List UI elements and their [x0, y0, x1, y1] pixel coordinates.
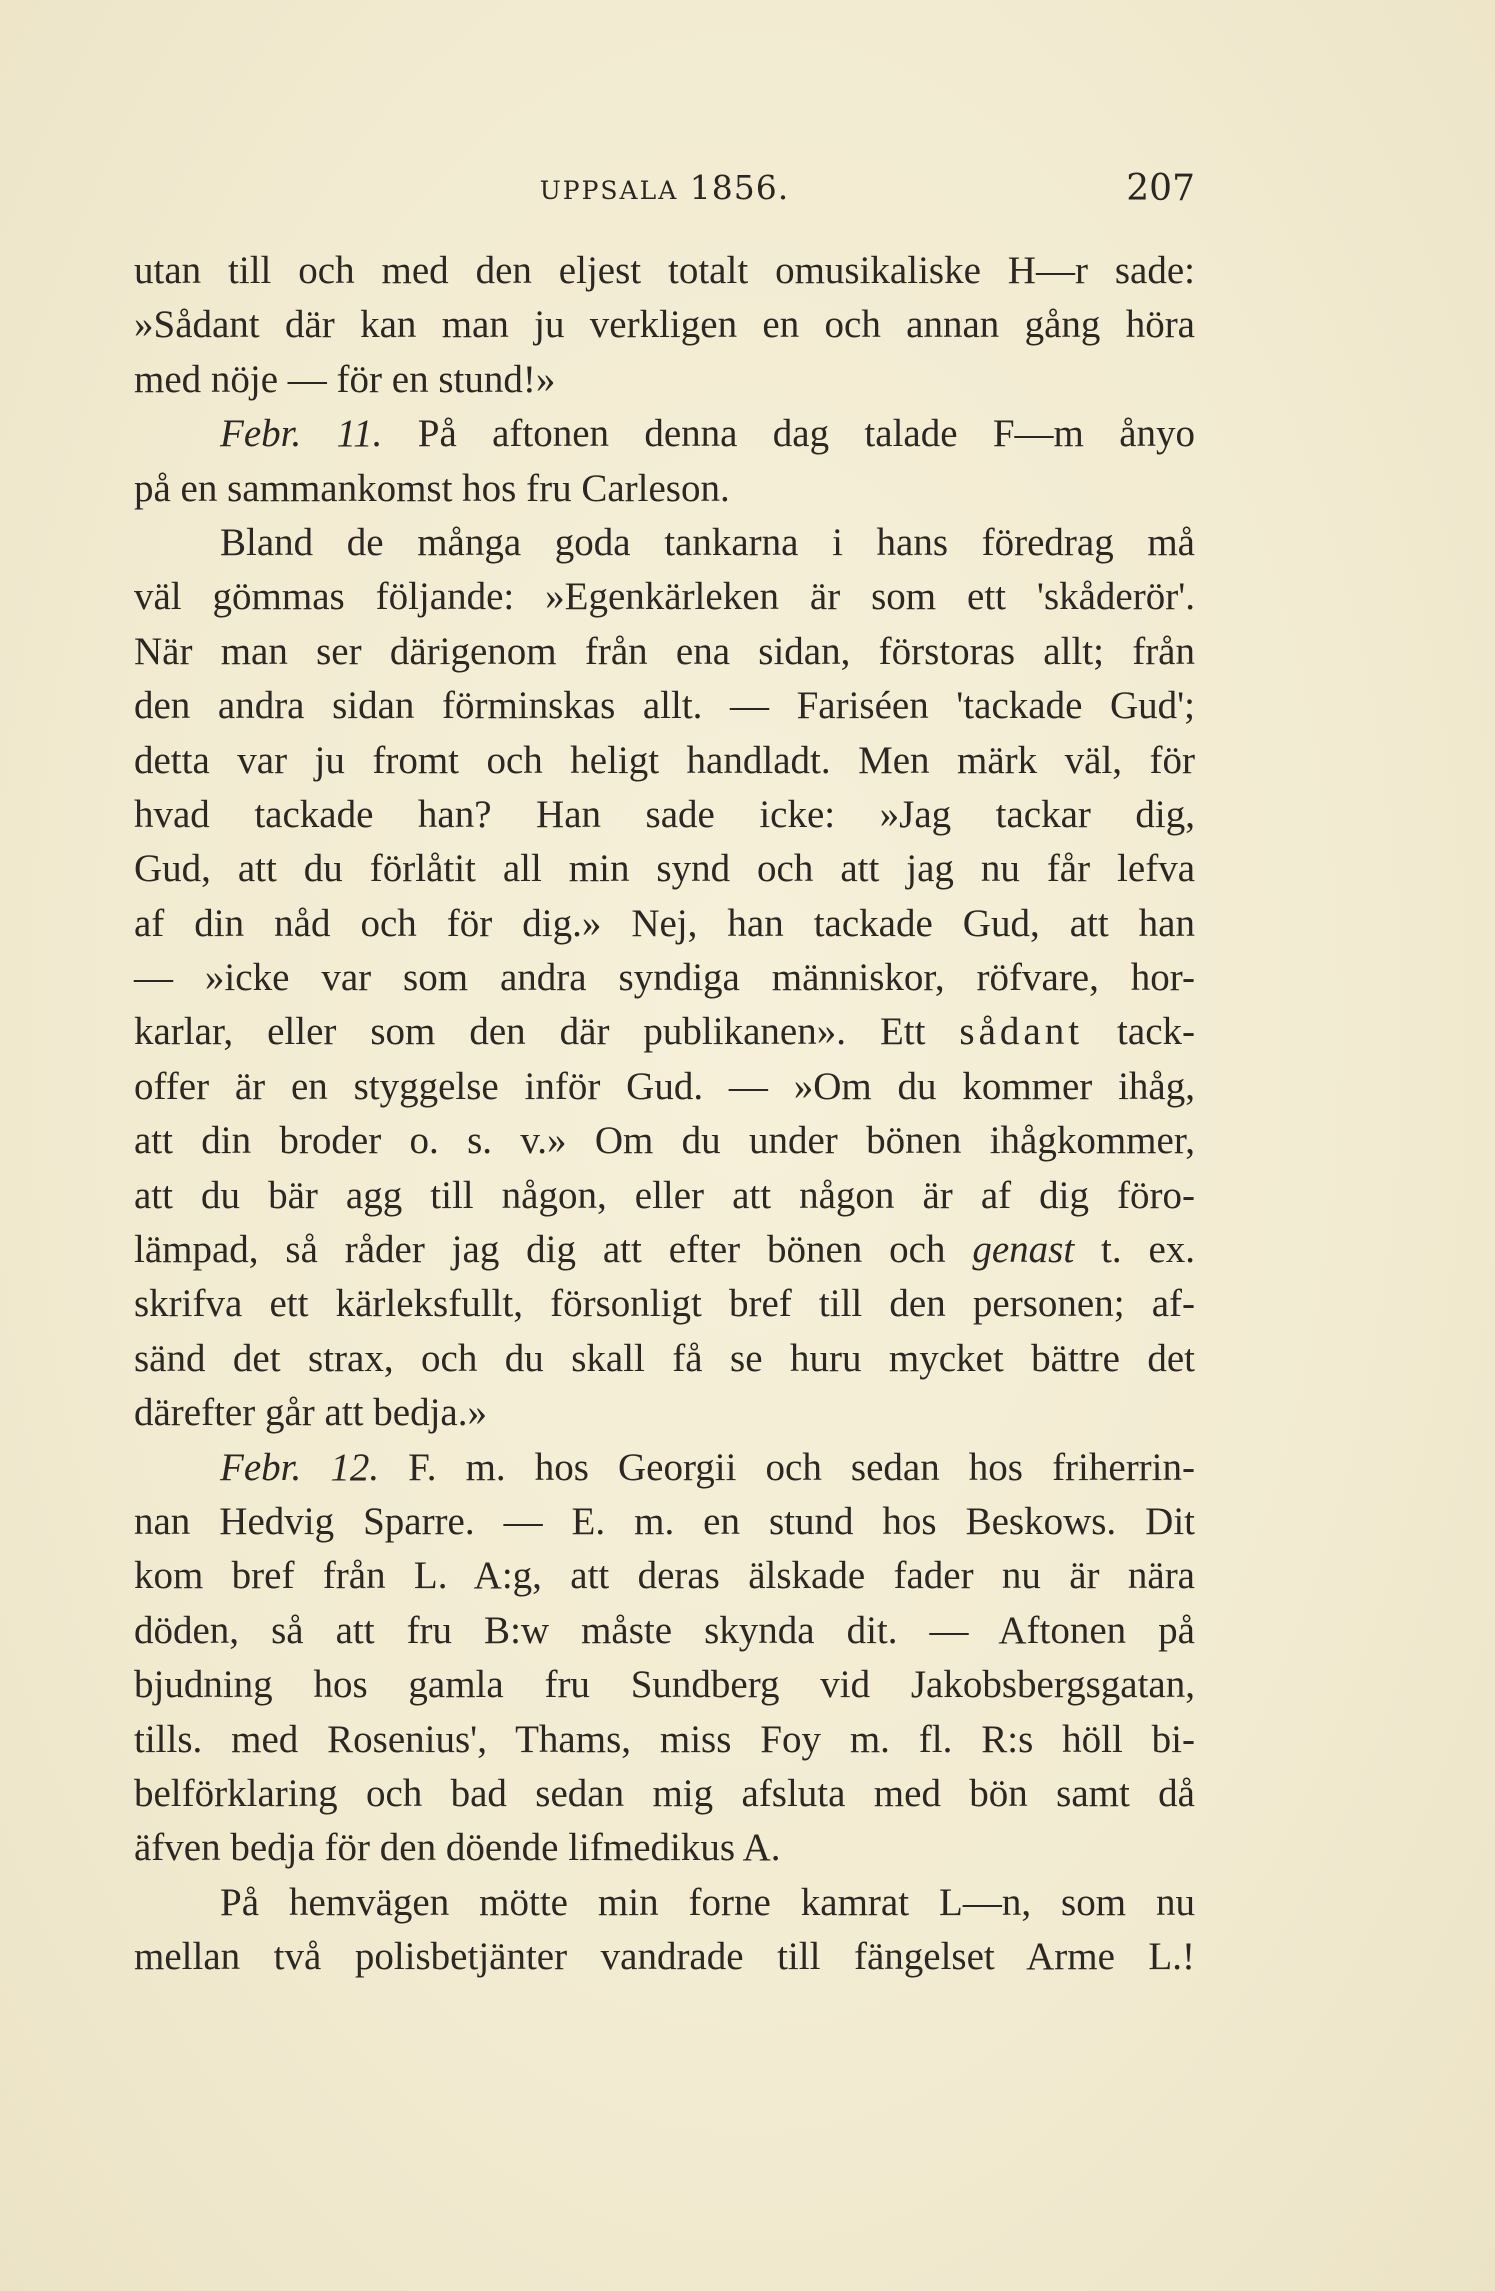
text-line: Bland de många goda tankarna i hans föredrag må [220, 520, 1195, 564]
body-text [134, 244, 1195, 1985]
text-line: att din broder o. s. v.» Om du under bönen ihågkommer, [134, 1119, 1195, 1163]
page-header [134, 168, 1195, 228]
text-line: på en sammankomst hos fru Carleson. [134, 466, 730, 510]
text-line: detta var ju fromt och heligt handladt. Men märk väl, för [134, 738, 1195, 782]
text-line: skrifva ett kärleksfullt, försonligt bref till den personen; af- [134, 1282, 1195, 1326]
text-line: offer är en styggelse inför Gud. — »Om du kommer ihåg, [134, 1064, 1195, 1108]
text-line: När man ser därigenom från ena sidan, förstoras allt; från [134, 629, 1195, 673]
page-number: 207 [1126, 168, 1195, 209]
text-line: kom bref från L. A:g, att deras älskade fader nu är nära [134, 1554, 1195, 1598]
text-line: att du bär agg till någon, eller att någon är af dig föro- [134, 1173, 1195, 1217]
text-line: — »icke var som andra syndiga människor, röfvare, hor- [134, 956, 1195, 1000]
entry-line-febr-12: Febr. 12. F. m. hos Georgii och sedan hos friherrin- [220, 1445, 1195, 1489]
text-line: äfven bedja för den döende lifmedikus A. [134, 1826, 781, 1870]
text-line: Gud, att du förlåtit all min synd och att jag nu får lefva [134, 847, 1195, 891]
spaced-emphasis: sådant [959, 1010, 1084, 1054]
text-line: belförklaring och bad sedan mig afsluta med bön samt då [134, 1771, 1195, 1815]
text-line: »Sådant där kan man ju verkligen en och annan gång höra [134, 303, 1195, 347]
text-line: utan till och med den eljest totalt omusikaliske H—r sade: [134, 249, 1195, 292]
text-line: tills. med Rosenius', Thams, miss Foy m. fl. R:s höll bi- [134, 1717, 1195, 1761]
text-line: därefter går att bedja.» [134, 1391, 487, 1435]
text-line: af din nåd och för dig.» Nej, han tackade Gud, att han [134, 901, 1195, 945]
text-line: På hemvägen mötte min forne kamrat L—n, som nu [220, 1880, 1195, 1924]
text-line: nan Hedvig Sparre. — E. m. en stund hos Beskows. Dit [134, 1499, 1195, 1543]
text-line: döden, så att fru B:w måste skynda dit. — Aftonen på [134, 1608, 1195, 1652]
text-line: karlar, eller som den där publikanen». Ett sådant tack- [134, 1010, 1195, 1054]
text-line: lämpad, så råder jag dig att efter bönen och genast t. ex. [134, 1228, 1196, 1272]
entry-line-febr-11: Febr. 11. På aftonen denna dag talade F—m ånyo [220, 412, 1196, 456]
running-head-word: UPPSALA [539, 176, 679, 205]
text-line: med nöje — för en stund!» [134, 357, 556, 401]
text-line: väl gömmas följande: »Egenkärleken är som ett 'skåderör'. [134, 575, 1195, 619]
text-line: bjudning hos gamla fru Sundberg vid Jakobsbergsgatan, [134, 1663, 1195, 1707]
italic-emphasis: genast [972, 1228, 1075, 1272]
text-line: mellan två polisbetjänter vandrade till fängelset Arme L.! [134, 1935, 1195, 1979]
running-head [134, 168, 1195, 207]
text-line: den andra sidan förminskas allt. — Fariséen 'tackade Gud'; [134, 684, 1195, 728]
running-head-year: 1856. [689, 168, 790, 207]
entry-date: Febr. 12. [220, 1445, 380, 1489]
text-line: hvad tackade han? Han sade icke: »Jag tackar dig, [134, 792, 1195, 836]
text-line: sänd det strax, och du skall få se huru mycket bättre det [134, 1336, 1195, 1380]
entry-date: Febr. 11. [220, 412, 383, 456]
